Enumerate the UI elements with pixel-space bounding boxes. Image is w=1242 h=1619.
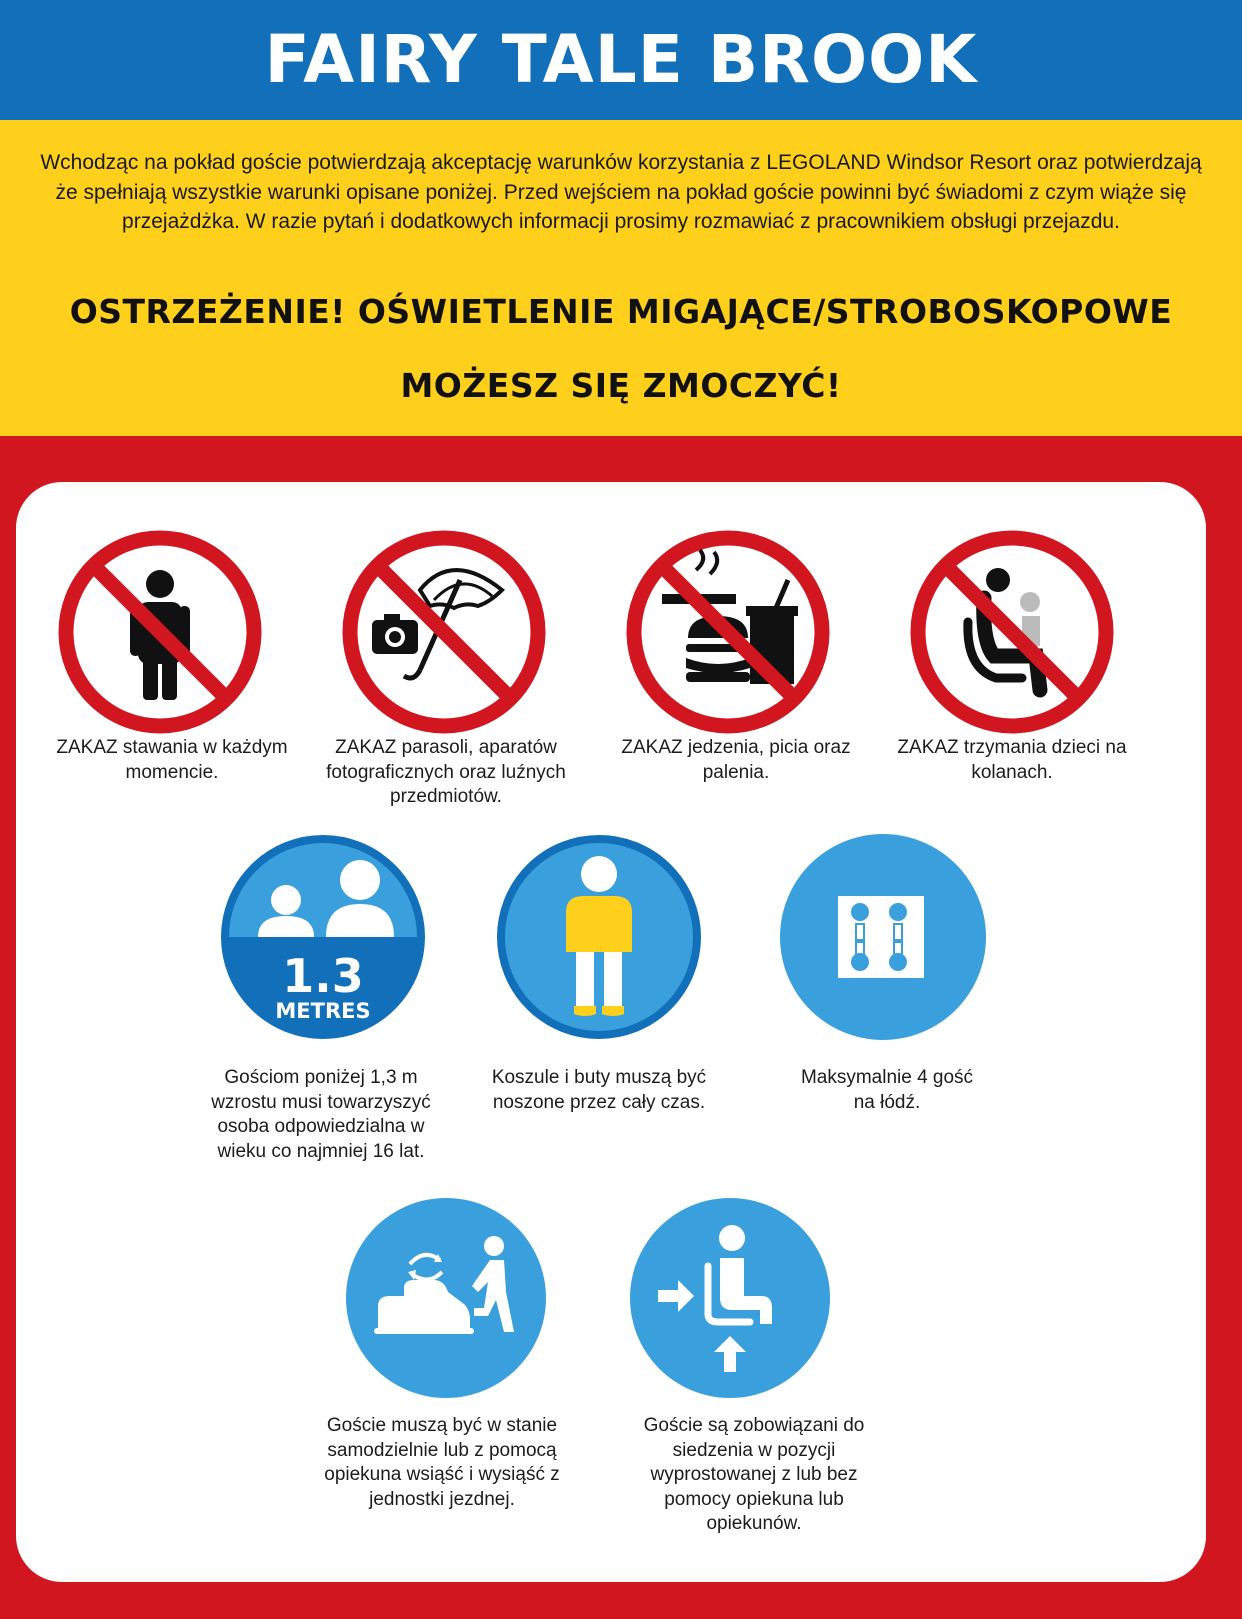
height-value: 1.3 [282, 949, 364, 1003]
wet-warning: MOŻESZ SIĘ ZMOCZYĆ! [400, 366, 842, 405]
no-umbrella-camera-icon [342, 530, 546, 734]
caption-height-requirement: Gościom poniżej 1,3 m wzrostu musi towarzyszyć osoba odpowiedzialna w wieku co najmniej 16 lat. [211, 1067, 431, 1162]
no-standing-icon [58, 530, 262, 734]
strobe-warning: OSTRZEŻENIE! OŚWIETLENIE MIGAJĄCE/STROBOSKOPOWE [69, 292, 1173, 331]
no-eating-drinking-smoking-icon [626, 530, 830, 734]
shirt-and-shoes-icon [494, 832, 704, 1042]
caption-shirt-shoes: Koszule i buty muszą być noszone przez cały czas. [491, 1067, 707, 1113]
board-exit-unaided-icon [344, 1196, 548, 1400]
max-guests-boat-icon [778, 832, 988, 1042]
caption-board-exit: Goście muszą być w stanie samodzielnie lub z pomocą opiekuna wsiąść i wysiąść z jednostki jezdnej. [324, 1415, 560, 1510]
caption-no-lap-sitting: ZAKAZ trzymania dzieci na kolanach. [897, 737, 1127, 783]
caption-no-standing: ZAKAZ stawania w każdym momencie. [56, 737, 288, 783]
rules-panel [16, 482, 1206, 1582]
warning-banner [0, 120, 1242, 436]
height-requirement-icon [218, 832, 428, 1042]
caption-max-guests: Maksymalnie 4 gość na łódź. [800, 1067, 974, 1113]
caption-upright-seating: Goście są zobowiązani do siedzenia w pozycji wyprostowanej z lub bez pomocy opiekuna lub opiekunów. [643, 1415, 865, 1534]
upright-seating-icon [628, 1196, 832, 1400]
page-title: FAIRY TALE BROOK [264, 21, 978, 98]
no-lap-sitting-icon [910, 530, 1114, 734]
caption-no-eating: ZAKAZ jedzenia, picia oraz palenia. [621, 737, 851, 783]
height-unit: METRES [275, 999, 371, 1023]
intro-text: Wchodząc na pokład goście potwierdzają akceptację warunków korzystania z LEGOLAND Windsor Resort oraz potwierdzają że spełniają wszystkie warunki opisane poniżej. Przed wejściem na pokład goście powinni być świadomi z czym wiąże się przejażdżka. W razie pytań i dodatkowych informacji prosimy rozmawiać z pracownikiem obsługi przejazdu. [40, 151, 1202, 233]
title-banner [0, 0, 1242, 120]
caption-no-umbrella-camera: ZAKAZ parasoli, aparatów fotograficznych oraz luźnych przedmiotów. [326, 737, 566, 807]
